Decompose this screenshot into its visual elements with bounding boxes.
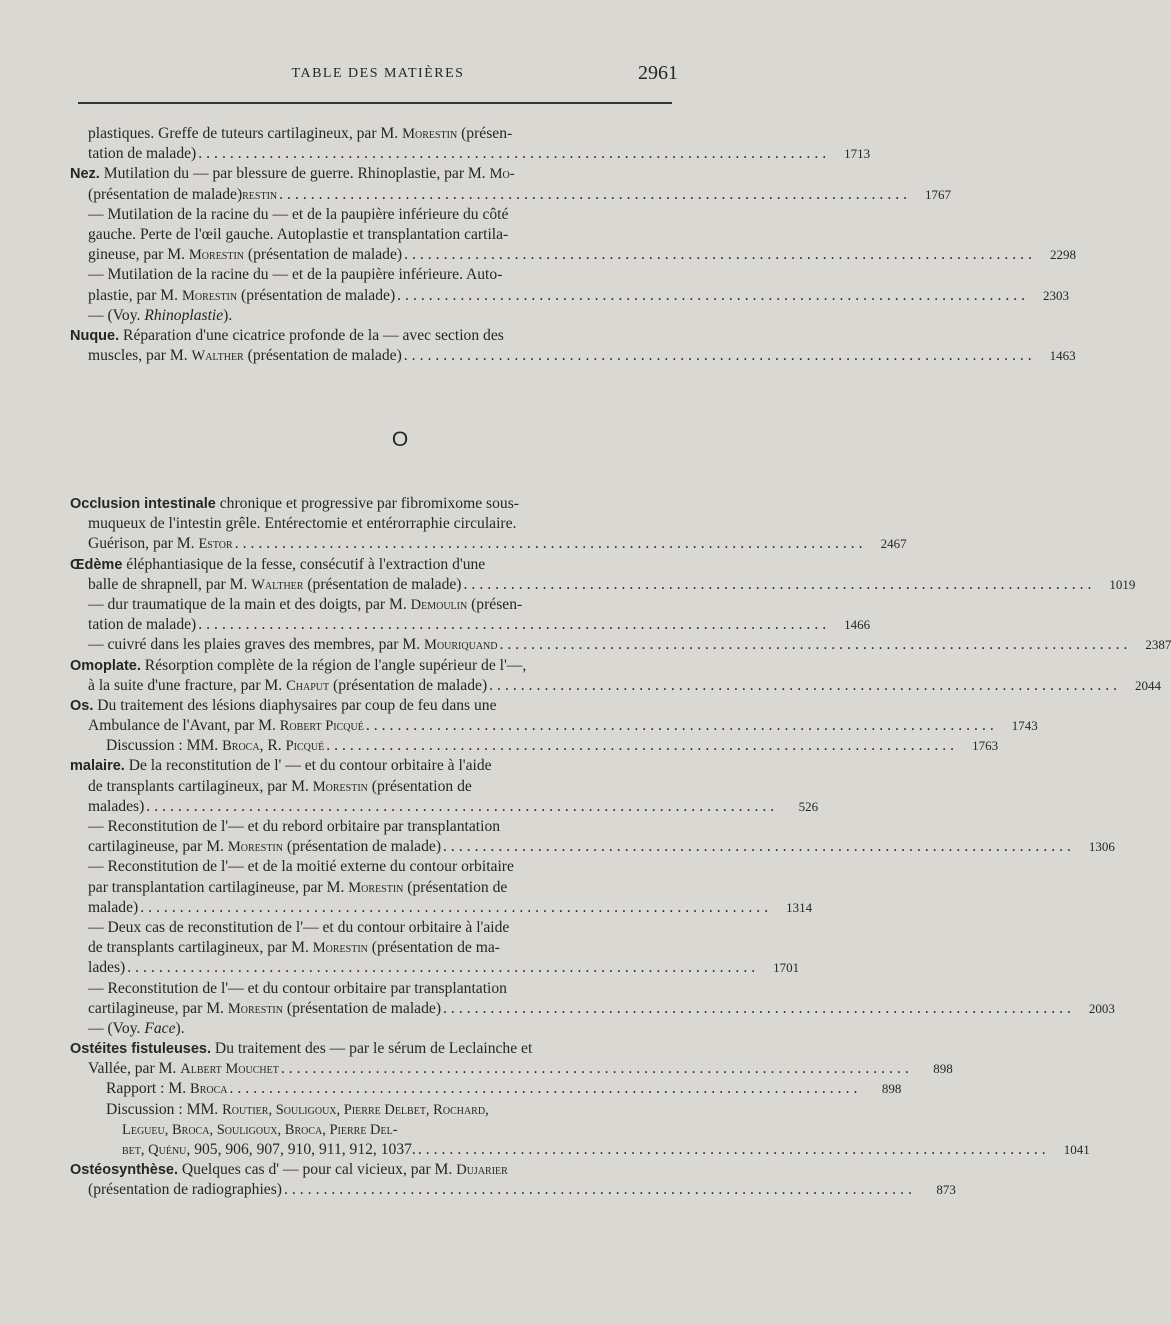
index-line xyxy=(70,1019,682,1039)
index-line xyxy=(70,144,871,164)
author-name: Routier, Souligoux, Pierre Delbet, Rochard, xyxy=(222,1101,489,1118)
index-line xyxy=(70,245,1076,265)
author-name: Demoulin xyxy=(410,596,468,613)
index-line xyxy=(70,615,871,635)
entry-text: lades) xyxy=(88,959,126,977)
entry-text: tation de malade) xyxy=(88,616,197,634)
entry-text: balle de shrapnell, par M. xyxy=(88,575,252,593)
entry-text: cartilagineuse, par M. xyxy=(88,838,228,856)
entry-text: , R. xyxy=(259,737,286,755)
entry-keyword: Nuque. xyxy=(70,327,120,344)
entry-text: — cuivré dans les plaies graves des membres, par M. xyxy=(88,636,425,654)
index-line xyxy=(70,1039,682,1059)
dot-leader: ................................................................................ xyxy=(463,575,1096,593)
entry-text: Mutilation du — par blessure de guerre. Rhinoplastie, par M. xyxy=(99,165,490,183)
dot-leader: ................................................................................ xyxy=(140,898,773,916)
header-rule xyxy=(78,102,672,104)
dot-leader: ................................................................................ xyxy=(198,145,831,163)
entry-keyword: Omoplate. xyxy=(70,657,141,674)
entry-text: — Mutilation de la racine du — et de la paupière inférieure. Auto- xyxy=(88,266,503,284)
author-name: Mo- xyxy=(489,166,515,183)
index-line xyxy=(70,514,682,534)
index-line xyxy=(70,696,682,716)
dot-leader: ................................................................................ xyxy=(365,717,998,735)
index-line xyxy=(70,534,907,554)
entry-text: Vallée, par M. xyxy=(88,1060,181,1078)
page-reference: 1041 xyxy=(1063,1142,1090,1157)
entry-text: , 905, 906, 907, 910, 911, 912, 1037. xyxy=(186,1141,416,1158)
dot-leader: ................................................................................ xyxy=(499,636,1132,654)
entry-text: Ambulance de l'Avant, par M. xyxy=(88,717,280,735)
entry-text: chronique et progressive par fibromixome sous- xyxy=(215,495,519,512)
index-line xyxy=(70,736,999,756)
entry-text: — dur traumatique de la main et des doigts, par M. xyxy=(88,595,411,613)
page-reference: 2003 xyxy=(1088,1000,1115,1016)
dot-leader: ................................................................................ xyxy=(489,676,1122,694)
entry-keyword: Nez. xyxy=(70,166,100,183)
entry-text: cartilagineuse, par M. xyxy=(88,999,228,1017)
author-name: Robert Picqué xyxy=(279,718,364,735)
entry-text: Du traitement des — par le sérum de Leclainche et xyxy=(211,1040,533,1058)
entry-text: gauche. Perte de l'œil gauche. Autoplastie et transplantation cartila- xyxy=(88,225,509,243)
page-reference: 1701 xyxy=(773,960,800,976)
index-line xyxy=(70,797,819,817)
index-line xyxy=(70,918,682,938)
index-line xyxy=(70,265,682,285)
entry-text: — (Voy. xyxy=(88,306,145,324)
author-name: Morestin xyxy=(227,839,283,856)
index-line xyxy=(70,676,1162,696)
index-line xyxy=(70,575,1136,595)
index-line xyxy=(70,494,682,514)
entry-text: Guérison, par M. xyxy=(88,535,199,553)
page-reference: 2298 xyxy=(1049,247,1076,263)
cross-reference: Rhinoplastie xyxy=(144,306,224,324)
entry-text: (présentation de radiographies) xyxy=(88,1181,282,1199)
section-letter: O xyxy=(391,428,409,451)
index-line xyxy=(70,555,682,575)
index-line xyxy=(70,979,682,999)
entry-text: (présentation de malade) xyxy=(237,286,396,304)
index-line xyxy=(70,346,1076,366)
entry-text: gineuse, par M. xyxy=(88,246,189,264)
index-line xyxy=(70,898,813,918)
entry-keyword: Os. xyxy=(70,697,94,714)
entry-text: — Reconstitution de l'— et du rebord orbitaire par transplantation xyxy=(88,818,501,835)
index-line xyxy=(70,286,1070,306)
author-name: Dujarier xyxy=(456,1162,508,1179)
index-line xyxy=(70,1160,682,1180)
entry-text: — Deux cas de reconstitution de l'— et du contour orbitaire à l'aide xyxy=(88,918,510,936)
entry-keyword: Ostéites fistuleuses. xyxy=(70,1041,212,1058)
entry-keyword: Œdème xyxy=(70,556,123,573)
dot-leader: ................................................................................ xyxy=(283,1181,916,1199)
page-reference: 526 xyxy=(798,798,819,814)
entry-text: malade) xyxy=(88,898,139,916)
entry-text: ). xyxy=(223,306,233,324)
entry-text: Résorption complète de la région de l'angle supérieur de l'—, xyxy=(140,656,527,674)
author-name: Broca xyxy=(222,738,260,755)
author-name: restin xyxy=(242,186,278,203)
index-line xyxy=(70,164,682,184)
page-reference: 2467 xyxy=(880,536,907,552)
index-line xyxy=(70,635,1171,655)
entry-text: (présentation de malade) xyxy=(88,185,243,203)
entry-text: tation de malade) xyxy=(88,145,197,163)
index-block-o xyxy=(70,494,1171,1201)
author-name: Walther xyxy=(191,348,244,365)
entry-text: (présen- xyxy=(467,595,523,613)
index-line xyxy=(70,857,682,877)
author-name: Walther xyxy=(251,576,304,593)
entry-text: — Mutilation de la racine du — et de la paupière inférieure du côté xyxy=(88,205,509,223)
entry-text: (présen- xyxy=(457,125,513,142)
dot-leader: ................................................................................ xyxy=(279,185,912,203)
entry-text: Quelques cas d' — pour cal vicieux, par M. xyxy=(178,1161,457,1179)
entry-text: (présentation de xyxy=(367,777,472,795)
author-name: Morestin xyxy=(312,940,368,957)
author-name: Morestin xyxy=(181,287,238,304)
entry-text: (présentation de malade) xyxy=(282,999,442,1017)
author-name: Chaput xyxy=(286,677,330,694)
page-reference: 1019 xyxy=(1109,576,1136,592)
index-line xyxy=(70,716,1038,736)
page-header xyxy=(78,62,678,90)
index-line xyxy=(70,817,682,837)
index-line xyxy=(70,1059,953,1079)
dot-leader: ................................................................................ xyxy=(127,959,760,977)
entry-text: muqueux de l'intestin grêle. Entérectomie et entérorraphie circulaire. xyxy=(88,515,517,533)
index-line xyxy=(70,1079,902,1099)
dot-leader: ................................................................................ xyxy=(234,535,867,553)
index-line xyxy=(70,958,800,978)
dot-leader: ................................................................................ xyxy=(229,1080,862,1098)
entry-keyword: Occlusion intestinale xyxy=(70,496,216,512)
entry-text: malades) xyxy=(88,797,145,815)
index-line xyxy=(70,205,682,225)
entry-text: De la reconstitution de l' — et du contour orbitaire à l'aide xyxy=(124,757,492,775)
page-reference: 2303 xyxy=(1043,287,1070,303)
author-name: Morestin xyxy=(188,247,245,264)
page-reference: 898 xyxy=(881,1081,902,1097)
page-reference: 1713 xyxy=(844,146,871,162)
entry-text: (présentation de ma- xyxy=(367,939,500,957)
entry-text: (présentation de malade) xyxy=(282,838,442,856)
entry-text: plastiques. Greffe de tuteurs cartilagineux, par M. xyxy=(88,125,403,142)
entry-text: Réparation d'une cicatrice profonde de la — avec section des xyxy=(119,326,504,344)
dot-leader: ................................................................................ xyxy=(404,246,1036,264)
index-line xyxy=(70,656,682,676)
author-name: Morestin xyxy=(348,879,404,896)
entry-text: muscles, par M. xyxy=(88,347,192,365)
entry-text: éléphantiasique de la fesse, consécutif à l'extraction d'une xyxy=(122,555,486,573)
dot-leader: ................................................................................ xyxy=(443,999,1075,1017)
index-line xyxy=(70,999,1115,1019)
index-line xyxy=(70,756,682,776)
dot-leader: ................................................................................ xyxy=(417,1141,1050,1158)
author-name: Morestin xyxy=(227,1000,283,1017)
page-reference: 1314 xyxy=(786,899,813,915)
author-name: Albert Mouchet xyxy=(180,1061,279,1078)
entry-text: — (Voy. xyxy=(88,1019,145,1037)
index-line xyxy=(70,124,682,144)
author-name: Morestin xyxy=(402,126,458,142)
author-name: bet, Quénu xyxy=(122,1142,187,1158)
entry-text: à la suite d'une fracture, par M. xyxy=(88,676,287,694)
dot-leader: ................................................................................ xyxy=(443,838,1075,856)
page-reference: 1466 xyxy=(844,617,871,633)
entry-text: ). xyxy=(175,1019,185,1037)
index-line xyxy=(70,225,682,245)
author-name: Estor xyxy=(198,536,233,553)
index-line xyxy=(70,306,682,326)
index-line xyxy=(70,878,682,898)
author-name: Broca xyxy=(190,1081,228,1098)
entry-text: plastie, par M. xyxy=(88,286,182,304)
page-reference: 873 xyxy=(936,1182,956,1198)
page-number: 2961 xyxy=(638,62,678,84)
index-line xyxy=(70,938,682,958)
page-reference: 1767 xyxy=(925,186,952,202)
dot-leader: ................................................................................ xyxy=(146,797,779,815)
dot-leader: ................................................................................ xyxy=(403,347,1036,365)
index-line xyxy=(70,1120,682,1140)
entry-text: (présentation de malade) xyxy=(244,246,403,264)
entry-text: (présentation de xyxy=(403,878,508,896)
author-name: Morestin xyxy=(312,778,368,795)
entry-text: (présentation de malade) xyxy=(329,676,488,694)
page-reference: 1463 xyxy=(1049,348,1076,364)
page-reference: 1763 xyxy=(972,738,999,754)
cross-reference: Face xyxy=(144,1019,176,1037)
index-line xyxy=(70,185,952,205)
page-reference: 2387 xyxy=(1145,637,1171,653)
index-line xyxy=(70,837,1115,857)
page-reference: 2044 xyxy=(1135,677,1162,693)
entry-text: Discussion : MM. xyxy=(106,737,223,755)
entry-text: — Reconstitution de l'— et du contour orbitaire par transplantation xyxy=(88,979,507,997)
entry-text: de transplants cartilagineux, par M. xyxy=(88,777,313,795)
entry-text: Discussion : MM. xyxy=(106,1100,223,1118)
index-line xyxy=(70,777,682,797)
entry-text: — Reconstitution de l'— et de la moitié externe du contour orbitaire xyxy=(88,858,514,876)
entry-text: de transplants cartilagineux, par M. xyxy=(88,939,313,957)
dot-leader: ................................................................................ xyxy=(198,616,831,634)
author-name: Picqué xyxy=(285,738,325,755)
entry-text: Du traitement des lésions diaphysaires par coup de feu dans une xyxy=(93,696,497,714)
running-title: TABLE DES MATIÈRES xyxy=(291,66,465,81)
index-line xyxy=(70,1100,682,1120)
index-line xyxy=(70,1140,1090,1160)
entry-text: Rapport : M. xyxy=(106,1080,191,1098)
page-reference: 898 xyxy=(933,1061,953,1077)
entry-text: par transplantation cartilagineuse, par M. xyxy=(88,878,349,896)
index-line xyxy=(70,595,682,615)
index-block-n xyxy=(70,124,1076,366)
entry-text: (présentation de malade) xyxy=(243,347,402,365)
dot-leader: ................................................................................ xyxy=(397,286,1030,304)
page-reference: 1743 xyxy=(1011,718,1038,734)
index-line xyxy=(70,326,682,346)
entry-keyword: malaire. xyxy=(70,758,125,775)
index-line xyxy=(70,1180,956,1200)
page-reference: 1306 xyxy=(1088,839,1115,855)
dot-leader: ................................................................................ xyxy=(326,737,959,755)
author-name: Leguеu, Broca, Souligoux, Broca, Pierre Del- xyxy=(122,1121,398,1138)
entry-text: (présentation de malade) xyxy=(303,575,462,593)
entry-keyword: Ostéosynthèse. xyxy=(70,1162,178,1179)
dot-leader: ................................................................................ xyxy=(280,1060,913,1078)
author-name: Mouriquand xyxy=(424,637,498,654)
